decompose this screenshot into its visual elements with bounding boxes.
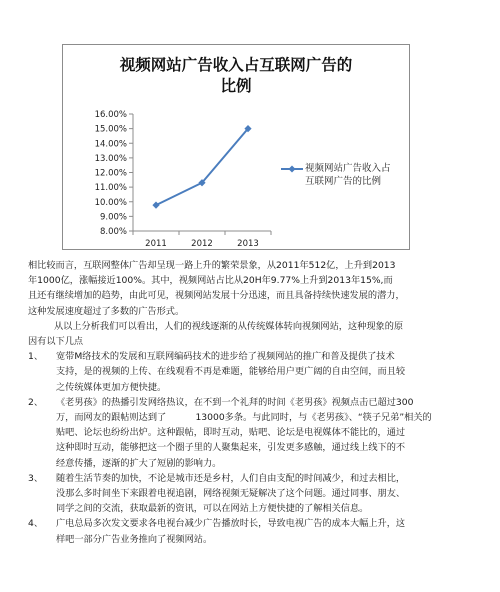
paragraph-2	[28, 319, 478, 349]
text-line: 因有以下几点	[28, 336, 84, 348]
legend-marker-icon	[281, 165, 303, 173]
document-body	[28, 258, 478, 547]
list-item-number: 4、	[28, 518, 44, 530]
text-line: 且还有继续增加的趋势，由此可见，视频网站发展十分迅速，而且具备持续快速发展的潜力，	[28, 290, 405, 302]
text-line: 之传统媒体更加方便快捷。	[56, 381, 167, 393]
text-line: 同学之间的交流，获取最新的资讯，可以在网站上方便快捷的了解相关信息。	[56, 503, 369, 515]
text-line: 样吧一部分广告业务推向了视频网站。	[56, 533, 213, 545]
y-tick-label: 13.00%	[94, 153, 127, 164]
list-item-2	[28, 395, 478, 471]
text-line: 这种发展速度超过了多数的广告形式。	[28, 305, 185, 317]
list-item-number: 2、	[28, 396, 44, 408]
x-tick-label: 2013	[237, 239, 259, 249]
series-line	[156, 129, 248, 205]
paragraph-1	[28, 258, 478, 319]
chart-frame	[62, 44, 410, 250]
text-line: 贴吧、论坛也纷纷出炉。这种跟帖，即时互动，贴吧、论坛是电视媒体不能比的，通过	[56, 427, 406, 439]
y-tick-label: 15.00%	[94, 124, 127, 135]
x-tick-label: 2011	[145, 239, 167, 249]
y-tick-label: 12.00%	[94, 168, 127, 179]
list-item-3	[28, 471, 478, 517]
text-line: 《老男孩》的热播引发网络热议，在不到一个礼拜的时间《老男孩》视频点击已超过300	[56, 396, 414, 408]
legend-label-line-1: 视频网站广告收入占	[305, 163, 391, 174]
chart-title-line-2: 比例	[220, 77, 252, 95]
y-tick-label: 16.00%	[94, 110, 127, 120]
y-tick-label: 10.00%	[94, 197, 127, 208]
text-line: 年1000亿，涨幅接近100%。其中，视频网站占比从20H年9.77%上升到2013年15%,而	[28, 275, 393, 287]
list-item-1	[28, 349, 478, 395]
legend-label-line-2: 互联网广告的比例	[305, 176, 382, 187]
y-tick-label: 14.00%	[94, 139, 127, 150]
y-tick-label: 8.00%	[99, 227, 127, 237]
list-item-number: 1、	[28, 351, 44, 363]
list-item-4	[28, 516, 478, 546]
text-line: 相比较而言，互联网整体广告却呈现一路上升的繁荣景象，从2011年512亿，上升到2013	[28, 260, 396, 271]
text-line: 随着生活节奏的加快，不论是城市还是乡村，人们自由支配的时间减少，和过去相比，	[56, 472, 406, 484]
text-line: 经意传播，逐渐的扩大了短剧的影响力。	[56, 457, 222, 469]
text-line: 广电总局多次发文要求各电视台减少广告播放时长，导致电视广告的成本大幅上升，这	[56, 518, 406, 530]
text-line: 从以上分析我们可以看出，人们的视线逐渐的从传统媒体转向视频网站，这种现象的原	[54, 320, 404, 332]
y-tick-label: 9.00%	[99, 212, 127, 223]
text-line: 宽带M络技术的发展和互联网编码技术的进步给了视频网站的推广和普及提供了技术	[56, 351, 395, 363]
text-line: 这种即时互动，能够把这一个圈子里的人聚集起来，引发更多感触，通过线上线下的不	[56, 442, 406, 454]
text-line: 没那么多时间坐下来跟着电视追剧，网络视频无疑解决了这个问题。通过同事、朋友、	[56, 488, 406, 500]
x-tick-label: 2012	[191, 239, 213, 249]
list-item-number: 3、	[28, 472, 44, 484]
chart-title-line-1: 视频网站广告收入占互联网广告的	[119, 56, 353, 74]
chart-legend	[281, 162, 407, 188]
text-line: 支持，是的视频的上传、在线观看不再是难题，能够给用户更广阔的自由空间，而且较	[56, 366, 406, 378]
text-line: 万，而网友的跟帖则达到了 13000多条。与此同时，与《老男孩》、“筷子兄弟”相关的	[56, 412, 432, 424]
line-chart	[63, 45, 409, 249]
data-point	[152, 202, 159, 209]
y-tick-label: 11.00%	[94, 183, 127, 194]
